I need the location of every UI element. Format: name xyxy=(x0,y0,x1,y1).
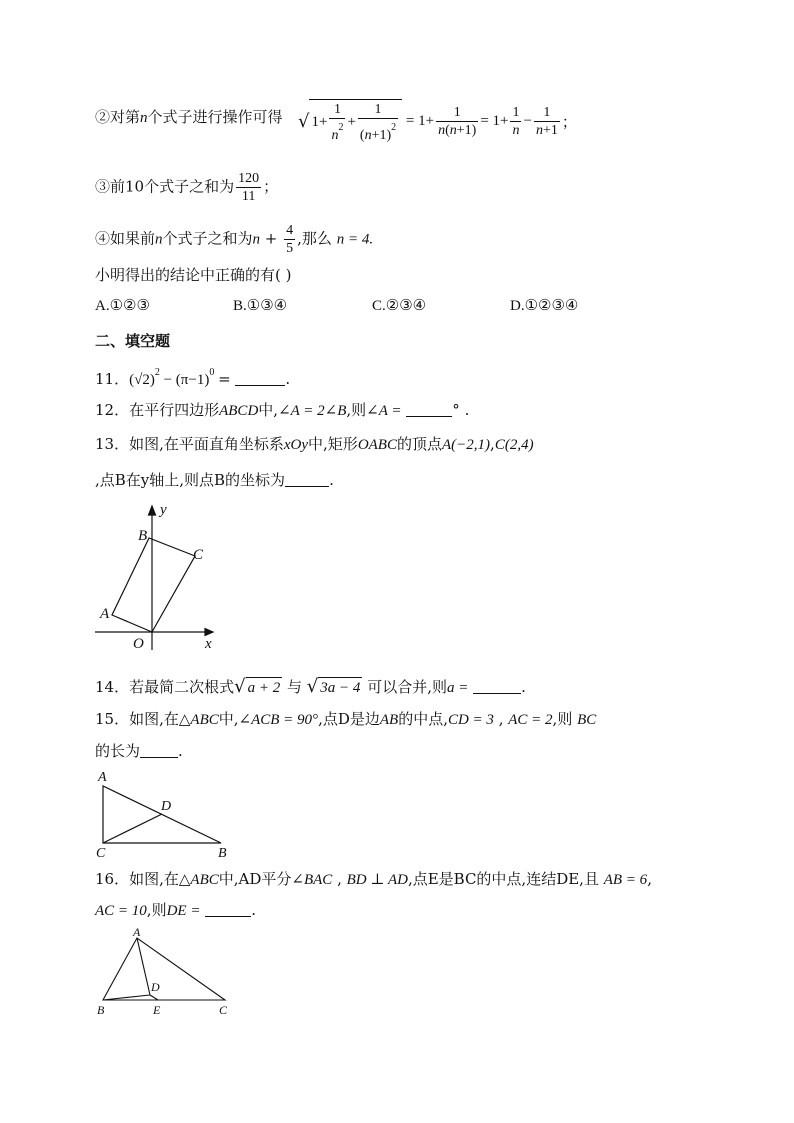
statement-2: ②对第n个式子进行操作可得 xyxy=(95,108,283,126)
statement-3: ③前10个式子之和为 $\frac{120}{11}$ ； xyxy=(95,171,279,204)
label-x: x xyxy=(205,636,212,652)
x-axis-arrow xyxy=(205,629,213,636)
answer-blank-13[interactable] xyxy=(285,472,329,487)
label-d: D xyxy=(151,980,160,994)
label-b: B xyxy=(138,528,148,544)
question-15-line1: 15．如图,在△ABC中,∠ACB = 90°,点D是边AB的中点,CD = 3 , AC = 2,则 BC xyxy=(95,710,597,728)
option-b[interactable]: B.①③④ xyxy=(233,298,288,314)
statement-4: ④如果前n个式子之和为n + $\frac{4}{5}$ ,那么 n = 4. xyxy=(95,223,374,256)
label-c: C xyxy=(219,1003,228,1017)
label-c: C xyxy=(193,547,204,563)
option-c[interactable]: C.②③④ xyxy=(372,298,427,314)
y-axis-arrow xyxy=(149,506,156,515)
figure-13-coordinate-rectangle xyxy=(95,500,225,660)
label-c: C xyxy=(96,846,106,861)
answer-blank-16[interactable] xyxy=(205,902,251,917)
rectangle-oabc xyxy=(112,538,195,632)
label-a: A xyxy=(98,770,107,785)
label-b: B xyxy=(218,846,227,861)
option-a[interactable]: A.①②③ xyxy=(95,298,150,314)
answer-blank-15[interactable] xyxy=(140,743,178,758)
option-d[interactable]: D.①②③④ xyxy=(510,298,579,314)
question-15-line2: 的长为 . xyxy=(95,742,183,760)
segment-bd xyxy=(103,995,150,1000)
label-e: E xyxy=(153,1003,161,1017)
question-13-line1: 13．如图,在平面直角坐标系xOy中,矩形OABC的顶点A(−2,1),C(2,4) xyxy=(95,435,534,453)
label-y: y xyxy=(160,502,167,518)
bisector-ad xyxy=(137,938,150,995)
label-o: O xyxy=(133,636,144,652)
question-text: 小明得出的结论中正确的有( ) xyxy=(95,266,292,284)
question-13-line2: ,点B在y轴上,则点B的坐标为 . xyxy=(95,471,334,489)
median-cd xyxy=(103,814,162,843)
segment-de xyxy=(150,995,158,1000)
label-b: B xyxy=(97,1003,105,1017)
question-16-line2: AC = 10,则DE = . xyxy=(95,901,257,919)
label-a: A xyxy=(100,606,110,622)
figure-16-triangle-bisector xyxy=(95,925,235,1020)
section-heading: 二、填空题 xyxy=(95,332,171,350)
answer-blank-11[interactable] xyxy=(235,371,285,386)
label-a: A xyxy=(133,925,141,939)
figure-15-right-triangle xyxy=(95,768,235,860)
question-12: 12．在平行四边形ABCD中,∠A = 2∠B,则∠A = ° . xyxy=(95,401,470,419)
answer-blank-12[interactable] xyxy=(406,402,452,417)
triangle-abc xyxy=(103,938,225,1000)
label-d: D xyxy=(161,799,172,814)
question-14: 14．若最简二次根式√ a + 2 与 √ 3a − 4 可以合并,则a = . xyxy=(95,676,526,697)
statement-2-formula: √ 1+ $\frac{1}{n^2}$ + $\frac{1}{(n+1)^2}$ = 1+ $\frac{1}{n(n+1)}$ = 1+ $\frac{1}{n}$ − $\frac{1}{n+1}$ ； xyxy=(298,99,577,144)
question-11: 11．$(√2)^2 - (\pi-1)^0$ = . xyxy=(95,367,291,388)
answer-blank-14[interactable] xyxy=(473,679,521,694)
question-16-line1: 16．如图,在△ABC中,AD平分∠BAC , BD ⊥ AD,点E是BC的中点,连结DE,且 AB = 6, xyxy=(95,870,652,888)
